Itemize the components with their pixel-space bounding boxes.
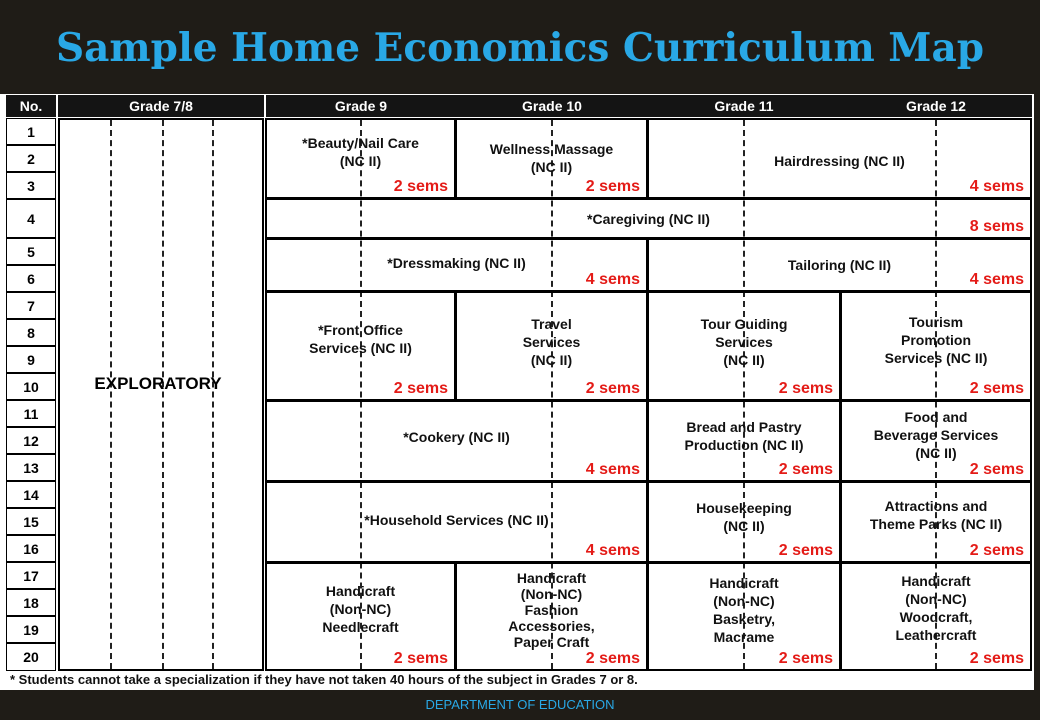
semester-count: 2 sems [585, 178, 640, 195]
row-number: 11 [6, 400, 56, 427]
course-name: Travel Services (NC II) [522, 316, 581, 368]
semester-count: 4 sems [969, 271, 1024, 288]
course-name: Food and Beverage Services (NC II) [873, 409, 999, 461]
course-cell [265, 118, 456, 199]
footnote: * Students cannot take a specialization if they have not taken 40 hours of the subject in Grades 7 or 8. [10, 672, 638, 687]
semester-count: 2 sems [393, 650, 448, 667]
row-number: 1 [6, 118, 56, 145]
header-grade-11: Grade 11 [648, 95, 840, 117]
semester-count: 2 sems [778, 461, 833, 478]
course-name: Handicraft (Non-NC) Woodcraft, Leathercraft [895, 573, 977, 643]
course-name: Handicraft (Non-NC) Basketry, Macrame [709, 575, 779, 645]
course-name: Handicraft (Non-NC) Needlecraft [322, 583, 399, 635]
course-name: Attractions and Theme Parks (NC II) [869, 498, 1003, 532]
header-no: No. [6, 95, 56, 117]
course-cell [455, 291, 648, 401]
semester-count: 2 sems [969, 461, 1024, 478]
course-cell [647, 481, 841, 563]
header-grade-10: Grade 10 [456, 95, 648, 117]
course-cell [455, 562, 648, 671]
course-name: *Cookery (NC II) [403, 429, 510, 445]
page-title: Sample Home Economics Curriculum Map [55, 25, 985, 71]
semester-count: 8 sems [969, 218, 1024, 235]
course-name: Tourism Promotion Services (NC II) [884, 314, 988, 366]
exploratory-block [58, 118, 264, 671]
row-number: 12 [6, 427, 56, 454]
semester-count: 2 sems [969, 380, 1024, 397]
course-name: Tour Guiding Services (NC II) [700, 316, 788, 368]
semester-count: 2 sems [393, 380, 448, 397]
header-grade-7-8: Grade 7/8 [58, 95, 264, 117]
course-cell [840, 562, 1032, 671]
semester-count: 4 sems [969, 178, 1024, 195]
course-name: *Front Office Services (NC II) [309, 322, 412, 356]
semester-count: 2 sems [778, 542, 833, 559]
course-cell [265, 481, 648, 563]
semester-count: 4 sems [585, 461, 640, 478]
course-cell [265, 562, 456, 671]
header-grade-12: Grade 12 [840, 95, 1032, 117]
row-number: 4 [6, 199, 56, 238]
row-number: 14 [6, 481, 56, 508]
course-name: Handicraft (Non-NC) Fashion Accessories, Paper Craft [508, 570, 595, 650]
course-cell [455, 118, 648, 199]
row-number: 6 [6, 265, 56, 292]
semester-count: 2 sems [393, 178, 448, 195]
course-cell [647, 118, 1032, 199]
semester-count: 2 sems [778, 380, 833, 397]
column-divider [212, 120, 214, 669]
course-name: *Caregiving (NC II) [587, 211, 710, 227]
row-number: 10 [6, 373, 56, 400]
row-number: 3 [6, 172, 56, 199]
course-name: Bread and Pastry Production (NC II) [684, 419, 804, 453]
semester-count: 2 sems [778, 650, 833, 667]
course-name: *Dressmaking (NC II) [387, 255, 526, 271]
semester-count: 2 sems [969, 542, 1024, 559]
course-cell [265, 291, 456, 401]
row-number: 17 [6, 562, 56, 589]
course-cell [265, 198, 1032, 239]
semester-count: 2 sems [585, 380, 640, 397]
exploratory-label: EXPLORATORY [94, 374, 222, 393]
row-number: 5 [6, 238, 56, 265]
row-number: 15 [6, 508, 56, 535]
row-number: 16 [6, 535, 56, 562]
course-cell [647, 291, 841, 401]
course-cell [840, 481, 1032, 563]
row-number: 18 [6, 589, 56, 616]
course-cell [265, 238, 648, 292]
row-number: 9 [6, 346, 56, 373]
row-number: 19 [6, 616, 56, 643]
semester-count: 2 sems [969, 650, 1024, 667]
semester-count: 2 sems [585, 650, 640, 667]
semester-count: 4 sems [585, 271, 640, 288]
header-grade-9: Grade 9 [266, 95, 456, 117]
row-number: 8 [6, 319, 56, 346]
row-number: 2 [6, 145, 56, 172]
course-name: Tailoring (NC II) [787, 257, 892, 273]
course-cell [840, 400, 1032, 482]
course-cell [647, 400, 841, 482]
course-name: Hairdressing (NC II) [774, 153, 905, 169]
row-number: 13 [6, 454, 56, 481]
course-name: *Household Services (NC II) [364, 512, 549, 528]
course-name: Wellness Massage (NC II) [489, 141, 614, 175]
course-name: Housekeeping (NC II) [696, 500, 792, 534]
course-cell [647, 238, 1032, 292]
column-divider [162, 120, 164, 669]
course-name: *Beauty/Nail Care (NC II) [302, 135, 419, 169]
row-number: 20 [6, 643, 56, 671]
footer-label: DEPARTMENT OF EDUCATION [425, 697, 615, 712]
row-number: 7 [6, 292, 56, 319]
semester-count: 4 sems [585, 542, 640, 559]
course-cell [647, 562, 841, 671]
course-cell [265, 400, 648, 482]
column-divider [110, 120, 112, 669]
course-cell [840, 291, 1032, 401]
